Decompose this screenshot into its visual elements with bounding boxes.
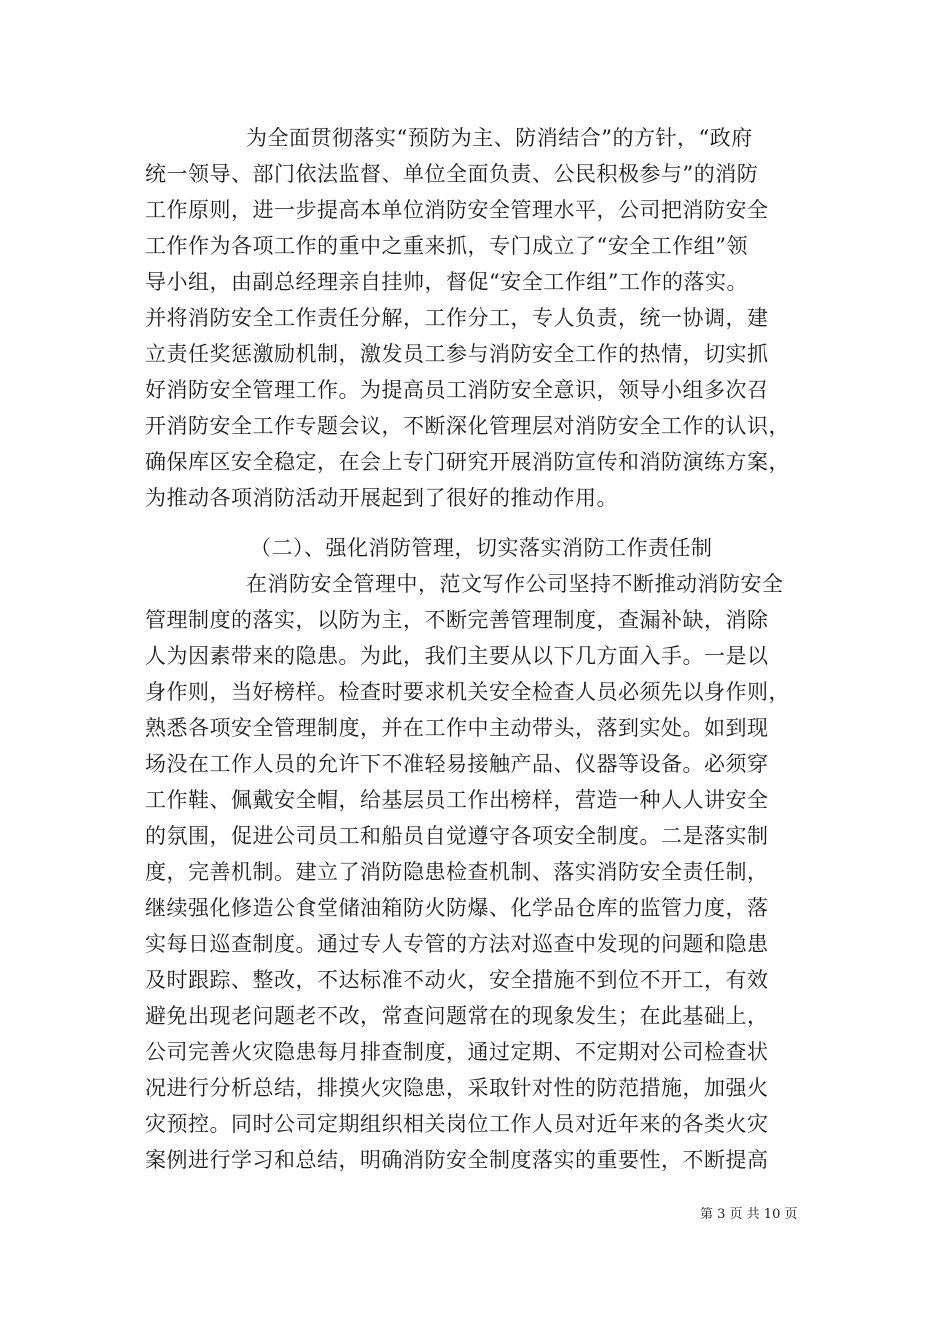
text-line: 的氛围，促进公司员工和船员自觉遵守各项安全制度。二是落实制 bbox=[145, 824, 769, 848]
text-line: 导小组，由副总经理亲自挂帅，督促“安全工作组”工作的落实。 bbox=[145, 270, 748, 294]
text-line: 为推动各项消防活动开展起到了很好的推动作用。 bbox=[145, 486, 618, 510]
text-line: 并将消防安全工作责任分解，工作分工，专人负责，统一协调，建 bbox=[145, 306, 769, 330]
text-line: 确保库区安全稳定，在会上专门研究开展消防宣传和消防演练方案， bbox=[145, 450, 790, 474]
text-line: 案例进行学习和总结，明确消防安全制度落实的重要性，不断提高 bbox=[145, 1148, 769, 1172]
text-line: 度，完善机制。建立了消防隐患检查机制、落实消防安全责任制， bbox=[145, 860, 769, 884]
text-line: 在消防安全管理中，范文写作公司坚持不断推动消防安全 bbox=[246, 572, 784, 596]
text-line: 公司完善火灾隐患每月排查制度，通过定期、不定期对公司检查状 bbox=[145, 1040, 769, 1064]
text-line: 工作鞋、佩戴安全帽，给基层员工作出榜样，营造一种人人讲安全 bbox=[145, 788, 769, 812]
text-line: 开消防安全工作专题会议，不断深化管理层对消防安全工作的认识， bbox=[145, 414, 790, 438]
text-line: 工作作为各项工作的重中之重来抓，专门成立了“安全工作组”领 bbox=[145, 234, 748, 258]
text-line: 人为因素带来的隐患。为此，我们主要从以下几方面入手。一是以 bbox=[145, 644, 769, 668]
text-line: 管理制度的落实，以防为主，不断完善管理制度，查漏补缺，消除 bbox=[145, 608, 769, 632]
page-footer: 第 3 页 共 10 页 bbox=[700, 1207, 798, 1222]
text-line: 为全面贯彻落实“预防为主、防消结合”的方针，“政府 bbox=[246, 126, 753, 150]
text-line: 继续强化修造公食堂储油箱防火防爆、化学品仓库的监管力度，落 bbox=[145, 896, 769, 920]
text-line: 及时跟踪、整改，不达标准不动火，安全措施不到位不开工，有效 bbox=[145, 968, 769, 992]
text-line: 立责任奖惩激励机制，激发员工参与消防安全工作的热情，切实抓 bbox=[145, 342, 769, 366]
text-line: 熟悉各项安全管理制度，并在工作中主动带头，落到实处。如到现 bbox=[145, 716, 769, 740]
text-line: 身作则，当好榜样。检查时要求机关安全检查人员必须先以身作则， bbox=[145, 680, 790, 704]
text-line: 场没在工作人员的允许下不准轻易接触产品、仪器等设备。必须穿 bbox=[145, 752, 769, 776]
text-line: 灾预控。同时公司定期组织相关岗位工作人员对近年来的各类火灾 bbox=[145, 1112, 769, 1136]
text-line: 避免出现老问题老不改，常查问题常在的现象发生；在此基础上， bbox=[145, 1004, 769, 1028]
text-line: 工作原则，进一步提高本单位消防安全管理水平，公司把消防安全 bbox=[145, 198, 769, 222]
text-line: 好消防安全管理工作。为提高员工消防安全意识，领导小组多次召 bbox=[145, 378, 769, 402]
text-line: 况进行分析总结，排摸火灾隐患，采取针对性的防范措施，加强火 bbox=[145, 1076, 769, 1100]
text-line: 统一领导、部门依法监督、单位全面负责、公民积极参与”的消防 bbox=[145, 162, 759, 186]
text-line: 实每日巡查制度。通过专人专管的方法对巡查中发现的问题和隐患 bbox=[145, 932, 769, 956]
section-heading-2: （二）、强化消防管理，切实落实消防工作责任制 bbox=[250, 536, 713, 560]
